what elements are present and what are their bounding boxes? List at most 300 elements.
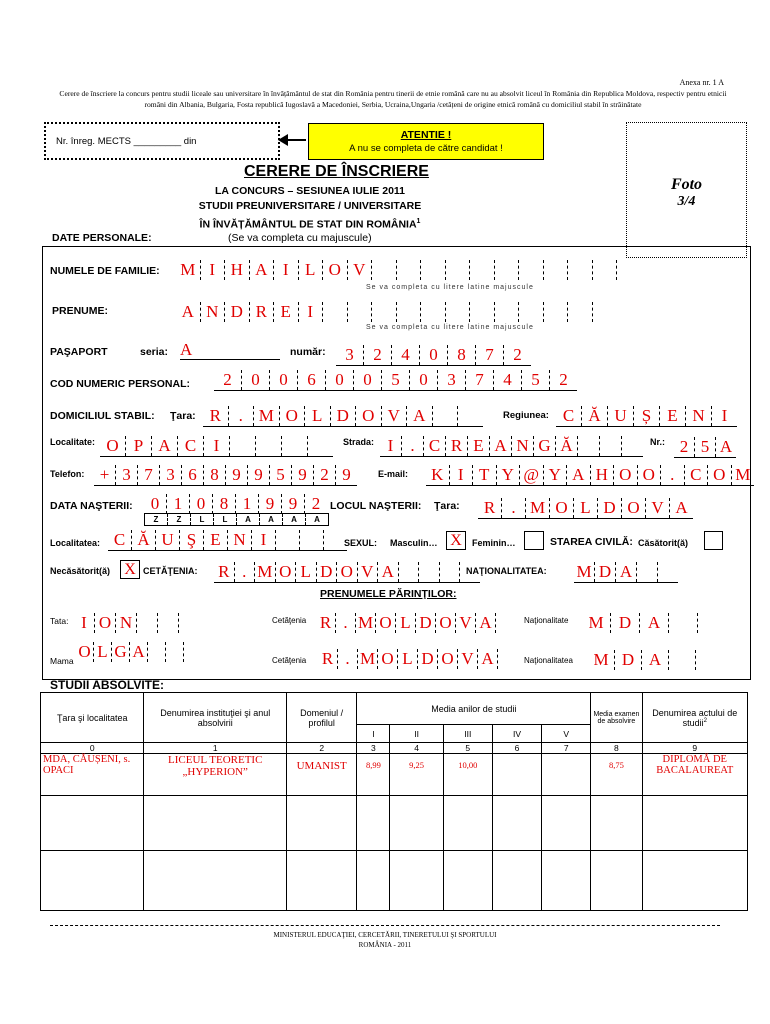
- attention-title: ATENTIE !: [400, 129, 452, 141]
- char-cell: R: [321, 649, 334, 668]
- last-name-hint: Se va completa cu litere latine majuscule: [366, 284, 534, 291]
- empty-cell[interactable]: [357, 796, 390, 851]
- male-checkbox[interactable]: X: [446, 531, 466, 550]
- char-cell: [165, 642, 183, 662]
- char-cell: R: [249, 302, 274, 322]
- empty-cell[interactable]: [492, 851, 541, 911]
- char-cell: O: [275, 562, 296, 582]
- uppercase-note: (Se va completa cu majuscule): [228, 232, 372, 244]
- char-cell: [418, 562, 439, 582]
- arrow-left-icon: [278, 134, 288, 146]
- char-cell: [695, 650, 722, 670]
- char-cell: M: [357, 649, 377, 669]
- char-cell: C: [113, 530, 126, 549]
- empty-cell[interactable]: [390, 851, 443, 911]
- col-act-label: Denumirea actului de studii: [652, 707, 738, 728]
- char-cell: V: [347, 260, 372, 280]
- last-name-field[interactable]: [176, 260, 641, 280]
- cell-year-1[interactable]: 8,99: [357, 754, 390, 796]
- col-country-header: Ţara şi localitatea: [41, 693, 144, 743]
- char-cell: R: [218, 562, 230, 581]
- empty-cell[interactable]: [642, 851, 748, 911]
- char-cell: Ă: [555, 436, 577, 456]
- char-cell: 3: [345, 345, 354, 364]
- char-cell: V: [457, 649, 477, 669]
- char-cell: A: [151, 436, 177, 456]
- first-name-label: PRENUME:: [52, 305, 109, 317]
- cell-year-2[interactable]: 9,25: [390, 754, 443, 796]
- char-cell: L: [395, 613, 415, 633]
- char-cell: A: [129, 642, 147, 662]
- char-cell: O: [279, 406, 305, 426]
- table-row: [41, 796, 748, 851]
- first-name-field[interactable]: [176, 302, 616, 322]
- char-cell: L: [190, 514, 213, 525]
- year-2-header: II: [390, 725, 443, 743]
- char-cell: I: [203, 436, 229, 456]
- char-cell: 5: [269, 465, 291, 485]
- char-cell: A: [236, 514, 259, 525]
- char-cell: 5: [381, 370, 409, 390]
- char-cell: A: [181, 302, 194, 321]
- char-cell: [616, 260, 641, 280]
- char-cell: @: [519, 465, 543, 485]
- char-cell: A: [669, 498, 693, 518]
- civil-status-label: STAREA CIVILĂ:: [550, 536, 633, 548]
- empty-cell[interactable]: [41, 851, 144, 911]
- father-nationality-field[interactable]: [582, 613, 726, 633]
- mother-nationality-field[interactable]: [588, 650, 722, 670]
- street-field[interactable]: [380, 436, 643, 457]
- father-citizenship-label: Cetăţenia: [272, 616, 307, 625]
- char-cell: Z: [153, 515, 159, 524]
- char-cell: [396, 302, 421, 322]
- char-cell: A: [715, 437, 736, 457]
- photo-size: 3/4: [677, 194, 696, 209]
- col-num-7: 7: [542, 743, 591, 754]
- char-cell: O: [322, 260, 347, 280]
- domicile-country-field[interactable]: [203, 406, 483, 427]
- char-cell: R: [445, 436, 467, 456]
- char-cell: 8: [447, 345, 475, 365]
- nationality-field[interactable]: [574, 562, 678, 583]
- char-cell: Ă: [131, 530, 155, 550]
- studies-table: [40, 692, 748, 911]
- char-cell: I: [200, 260, 225, 280]
- char-cell: [577, 436, 599, 456]
- married-checkbox[interactable]: [704, 531, 723, 550]
- char-cell: I: [251, 530, 275, 550]
- char-cell: [275, 530, 299, 550]
- char-cell: M: [731, 465, 755, 485]
- char-cell: 8: [212, 494, 235, 514]
- nationality-label: NAŢIONALITATEA:: [466, 566, 547, 576]
- char-cell: A: [249, 260, 274, 280]
- footer: [0, 930, 770, 950]
- sex-label: SEXUL:: [344, 538, 378, 548]
- footer-divider: [50, 925, 720, 926]
- char-cell: O: [621, 498, 645, 518]
- char-cell: 1: [235, 494, 258, 514]
- birth-locality-field[interactable]: [108, 530, 347, 551]
- char-cell: 3: [115, 465, 137, 485]
- char-cell: [398, 562, 419, 582]
- char-cell: A: [639, 613, 668, 633]
- char-cell: A: [489, 436, 511, 456]
- region-label: Regiunea:: [503, 410, 549, 421]
- char-cell: I: [387, 436, 394, 455]
- char-cell: O: [355, 406, 381, 426]
- cell-country[interactable]: MDA, CĂUȘENI, s. OPACI: [41, 754, 144, 796]
- char-cell: [543, 260, 568, 280]
- unmarried-label: Necăsătorit(ă): [50, 566, 111, 576]
- char-cell: [178, 613, 199, 633]
- char-cell: N: [115, 613, 136, 633]
- empty-cell[interactable]: [287, 851, 357, 911]
- col-num-5: 5: [443, 743, 492, 754]
- char-cell: 0: [189, 494, 212, 514]
- char-cell: O: [707, 465, 731, 485]
- char-cell: [307, 436, 333, 456]
- empty-cell[interactable]: [642, 796, 748, 851]
- char-cell: D: [597, 498, 621, 518]
- char-cell: C: [562, 406, 575, 425]
- col-num-3: 3: [357, 743, 390, 754]
- char-cell: Y: [496, 465, 520, 485]
- char-cell: [299, 530, 323, 550]
- birth-date-field[interactable]: [144, 494, 327, 514]
- father-citizenship-field[interactable]: [316, 613, 515, 633]
- year-1-header: I: [357, 725, 390, 743]
- char-cell: [281, 436, 307, 456]
- char-cell: [697, 613, 726, 633]
- char-cell: U: [607, 406, 633, 426]
- year-5-header: V: [542, 725, 591, 743]
- email-field[interactable]: [426, 465, 754, 486]
- char-cell: L: [295, 562, 316, 582]
- domicile-country-label: Ţara:: [170, 410, 196, 422]
- char-cell: V: [645, 498, 669, 518]
- mother-label: Mama: [50, 656, 74, 666]
- char-cell: L: [93, 642, 111, 662]
- char-cell: [636, 562, 657, 582]
- char-cell: A: [641, 650, 668, 670]
- mother-citizenship-label: Cetăţenia: [272, 656, 307, 665]
- empty-cell[interactable]: [492, 796, 541, 851]
- mother-citizenship-field[interactable]: [318, 649, 517, 669]
- char-cell: N: [685, 406, 711, 426]
- char-cell: I: [298, 302, 323, 322]
- char-cell: [599, 436, 621, 456]
- char-cell: [420, 260, 445, 280]
- char-cell: .: [660, 465, 684, 485]
- char-cell: N: [227, 530, 251, 550]
- cell-act[interactable]: DIPLOMĂ DE BACALAUREAT: [642, 754, 748, 796]
- mother-name-field[interactable]: [76, 642, 201, 662]
- title-footnote: 1: [416, 218, 421, 225]
- char-cell: R: [319, 613, 332, 632]
- char-cell: D: [594, 562, 615, 582]
- birth-country-label: Ţara:: [434, 500, 460, 512]
- passport-label: PAŞAPORT: [50, 346, 108, 358]
- char-cell: E: [273, 302, 298, 322]
- char-cell: A: [475, 613, 495, 633]
- char-cell: 0: [325, 370, 353, 390]
- char-cell: C: [177, 436, 203, 456]
- char-cell: [657, 562, 678, 582]
- empty-cell[interactable]: [144, 851, 287, 911]
- char-cell: A: [615, 562, 636, 582]
- passport-number-field[interactable]: [336, 345, 531, 366]
- empty-cell[interactable]: [390, 796, 443, 851]
- empty-cell[interactable]: [443, 851, 492, 911]
- phone-label: Telefon:: [50, 469, 85, 479]
- char-cell: 2: [549, 370, 577, 390]
- empty-cell[interactable]: [287, 796, 357, 851]
- title-block: [160, 184, 460, 233]
- char-cell: G: [533, 436, 555, 456]
- col-num-0: 0: [41, 743, 144, 754]
- char-cell: 2: [223, 370, 232, 389]
- char-cell: M: [180, 260, 196, 279]
- char-cell: [494, 302, 519, 322]
- char-cell: .: [234, 562, 255, 582]
- cell-institution[interactable]: LICEUL TEORETIC „HYPERION”: [144, 754, 287, 796]
- cell-exam[interactable]: 8,75: [591, 754, 642, 796]
- char-cell: [592, 302, 617, 322]
- col-act-header: [642, 693, 748, 743]
- char-cell: M: [593, 650, 609, 669]
- char-cell: O: [637, 465, 661, 485]
- char-cell: [229, 436, 255, 456]
- char-cell: 3: [437, 370, 465, 390]
- locality-field[interactable]: [100, 436, 333, 457]
- char-cell: D: [417, 649, 437, 669]
- char-cell: O: [78, 642, 91, 661]
- char-cell: R: [209, 406, 221, 425]
- father-nationality-label: Naţionalitate: [524, 616, 569, 625]
- cnp-field[interactable]: [214, 370, 577, 391]
- table-row: [41, 851, 748, 911]
- domicile-label: DOMICILIUL STABIL:: [50, 410, 155, 422]
- char-cell: 5: [694, 437, 715, 457]
- char-cell: M: [525, 498, 549, 518]
- attention-box: [308, 123, 544, 160]
- char-cell: I: [449, 465, 473, 485]
- char-cell: U: [155, 530, 179, 550]
- passport-number-label: număr:: [290, 346, 326, 358]
- char-cell: A: [282, 514, 305, 525]
- char-cell: [494, 260, 519, 280]
- empty-cell[interactable]: [357, 851, 390, 911]
- col-num-8: 8: [591, 743, 642, 754]
- col-institution-header: Denumirea instituţiei şi anul absolvirii: [144, 693, 287, 743]
- char-cell: 6: [297, 370, 325, 390]
- photo-label: Foto: [670, 176, 703, 193]
- personal-data-heading: DATE PERSONALE:: [52, 232, 152, 244]
- char-cell: C: [423, 436, 445, 456]
- empty-cell[interactable]: [591, 796, 642, 851]
- char-cell: 7: [475, 345, 503, 365]
- col-num-2: 2: [287, 743, 357, 754]
- number-label: Nr.:: [650, 437, 666, 447]
- char-cell: L: [213, 514, 236, 525]
- char-cell: M: [588, 613, 604, 632]
- char-cell: Y: [543, 465, 567, 485]
- char-cell: 4: [493, 370, 521, 390]
- char-cell: [621, 436, 643, 456]
- char-cell: [497, 649, 517, 669]
- cell-domain[interactable]: UMANIST: [287, 754, 357, 796]
- empty-cell[interactable]: [542, 851, 591, 911]
- char-cell: [439, 562, 460, 582]
- char-cell: O: [437, 649, 457, 669]
- char-cell: 9: [258, 494, 281, 514]
- char-cell: 7: [465, 370, 493, 390]
- email-label: E-mail:: [378, 469, 409, 479]
- title-line-1: LA CONCURS – SESIUNEA IULIE 2011: [214, 185, 406, 197]
- citizenship-field[interactable]: [214, 562, 480, 583]
- char-cell: 0: [150, 494, 160, 513]
- char-cell: D: [330, 406, 356, 426]
- char-cell: 2: [313, 465, 335, 485]
- cell-year-5[interactable]: [542, 754, 591, 796]
- char-cell: .: [501, 498, 525, 518]
- passport-series-label: seria:: [140, 346, 169, 358]
- char-cell: D: [224, 302, 249, 322]
- char-cell: .: [337, 649, 357, 669]
- char-cell: [396, 260, 421, 280]
- char-cell: O: [336, 562, 357, 582]
- male-label: Masculin…: [390, 538, 438, 548]
- char-cell: O: [106, 436, 119, 455]
- annex-number: Anexa nr. 1 A: [679, 78, 724, 87]
- parents-heading: PRENUMELE PĂRINŢILOR:: [320, 588, 457, 600]
- empty-cell[interactable]: [41, 796, 144, 851]
- char-cell: 9: [247, 465, 269, 485]
- locality-label: Localitate:: [50, 437, 96, 447]
- cell-year-3[interactable]: 10,00: [443, 754, 492, 796]
- char-cell: A: [566, 465, 590, 485]
- unmarried-checkbox[interactable]: X: [120, 560, 140, 579]
- char-cell: L: [397, 649, 417, 669]
- birth-place-label: LOCUL NAŞTERII:: [330, 500, 422, 512]
- char-cell: [183, 642, 201, 662]
- char-cell: Ă: [581, 406, 607, 426]
- street-label: Strada:: [343, 437, 375, 447]
- title-line-2: STUDII PREUNIVERSITARE / UNIVERSITARE: [198, 200, 422, 212]
- char-cell: O: [94, 613, 115, 633]
- char-cell: [322, 302, 347, 322]
- year-3-header: III: [443, 725, 492, 743]
- year-4-header: IV: [492, 725, 541, 743]
- char-cell: 2: [503, 345, 531, 365]
- char-cell: A: [305, 514, 328, 525]
- empty-cell[interactable]: [542, 796, 591, 851]
- char-cell: [255, 436, 281, 456]
- char-cell: D: [316, 562, 337, 582]
- char-cell: D: [415, 613, 435, 633]
- registration-box: [44, 122, 280, 160]
- number-field[interactable]: [674, 437, 736, 458]
- char-cell: [445, 302, 470, 322]
- passport-series-field[interactable]: A: [180, 340, 280, 360]
- char-cell: .: [401, 436, 423, 456]
- empty-cell[interactable]: [591, 851, 642, 911]
- char-cell: A: [377, 562, 398, 582]
- col-num-6: 6: [492, 743, 541, 754]
- female-checkbox[interactable]: [524, 531, 544, 550]
- char-cell: K: [431, 465, 444, 484]
- char-cell: L: [298, 260, 323, 280]
- char-cell: [567, 260, 592, 280]
- region-field[interactable]: [556, 406, 737, 427]
- char-cell: M: [355, 613, 375, 633]
- char-cell: 4: [391, 345, 419, 365]
- studies-heading: STUDII ABSOLVITE:: [50, 678, 164, 692]
- char-cell: I: [273, 260, 298, 280]
- empty-cell[interactable]: [144, 796, 287, 851]
- char-cell: Ș: [633, 406, 659, 426]
- char-cell: [371, 302, 396, 322]
- father-name-field[interactable]: [74, 613, 199, 633]
- photo-box: [626, 122, 747, 258]
- birth-country-field[interactable]: [478, 498, 693, 519]
- char-cell: M: [576, 562, 592, 581]
- char-cell: [518, 260, 543, 280]
- char-cell: [469, 260, 494, 280]
- char-cell: 9: [335, 465, 357, 485]
- char-cell: E: [203, 530, 227, 550]
- cell-year-4[interactable]: [492, 754, 541, 796]
- char-cell: A: [477, 649, 497, 669]
- char-cell: 2: [304, 494, 327, 514]
- birth-date-format: [144, 513, 329, 526]
- col-domain-header: Domeniul / profilul: [287, 693, 357, 743]
- char-cell: 0: [241, 370, 269, 390]
- char-cell: O: [377, 649, 397, 669]
- registration-label: Nr. înreg. MECTS _________ din: [56, 136, 197, 147]
- char-cell: I: [711, 406, 737, 426]
- intro-text: Cerere de înscriere la concurs pentru studii liceale sau universitare în învățământul de stat din România pentru tinerii de etnie română care nu au absolvit liceul în România din Republica Moldova, respectiv pentru etnicii români din Albania, Bulgaria, Fosta republică Iugoslavă a Macedoniei, Serbia, Ucraina,Ungaria /cetățeni de origine etnică română cu domiciliul stabil în străinătate: [59, 89, 727, 109]
- char-cell: O: [435, 613, 455, 633]
- empty-cell[interactable]: [443, 796, 492, 851]
- char-cell: M: [253, 406, 279, 426]
- char-cell: [668, 650, 695, 670]
- char-cell: A: [406, 406, 432, 426]
- char-cell: 9: [225, 465, 247, 485]
- char-cell: P: [125, 436, 151, 456]
- char-cell: [445, 260, 470, 280]
- act-footnote: 2: [703, 717, 707, 724]
- char-cell: D: [610, 613, 639, 633]
- footer-ministry: MINISTERUL EDUCAŢIEI, CERCETĂRII, TINERETULUI ŞI SPORTULUI: [273, 931, 497, 939]
- char-cell: L: [573, 498, 597, 518]
- col-num-4: 4: [390, 743, 443, 754]
- char-cell: 0: [419, 345, 447, 365]
- char-cell: 0: [409, 370, 437, 390]
- char-cell: V: [455, 613, 475, 633]
- father-label: Tata:: [50, 616, 69, 626]
- char-cell: [136, 613, 157, 633]
- char-cell: [469, 302, 494, 322]
- phone-field[interactable]: [94, 465, 357, 486]
- female-label: Feminin…: [472, 538, 516, 548]
- col-average-header: Media anilor de studii: [357, 693, 591, 725]
- char-cell: 9: [291, 465, 313, 485]
- char-cell: [420, 302, 445, 322]
- char-cell: R: [483, 498, 496, 517]
